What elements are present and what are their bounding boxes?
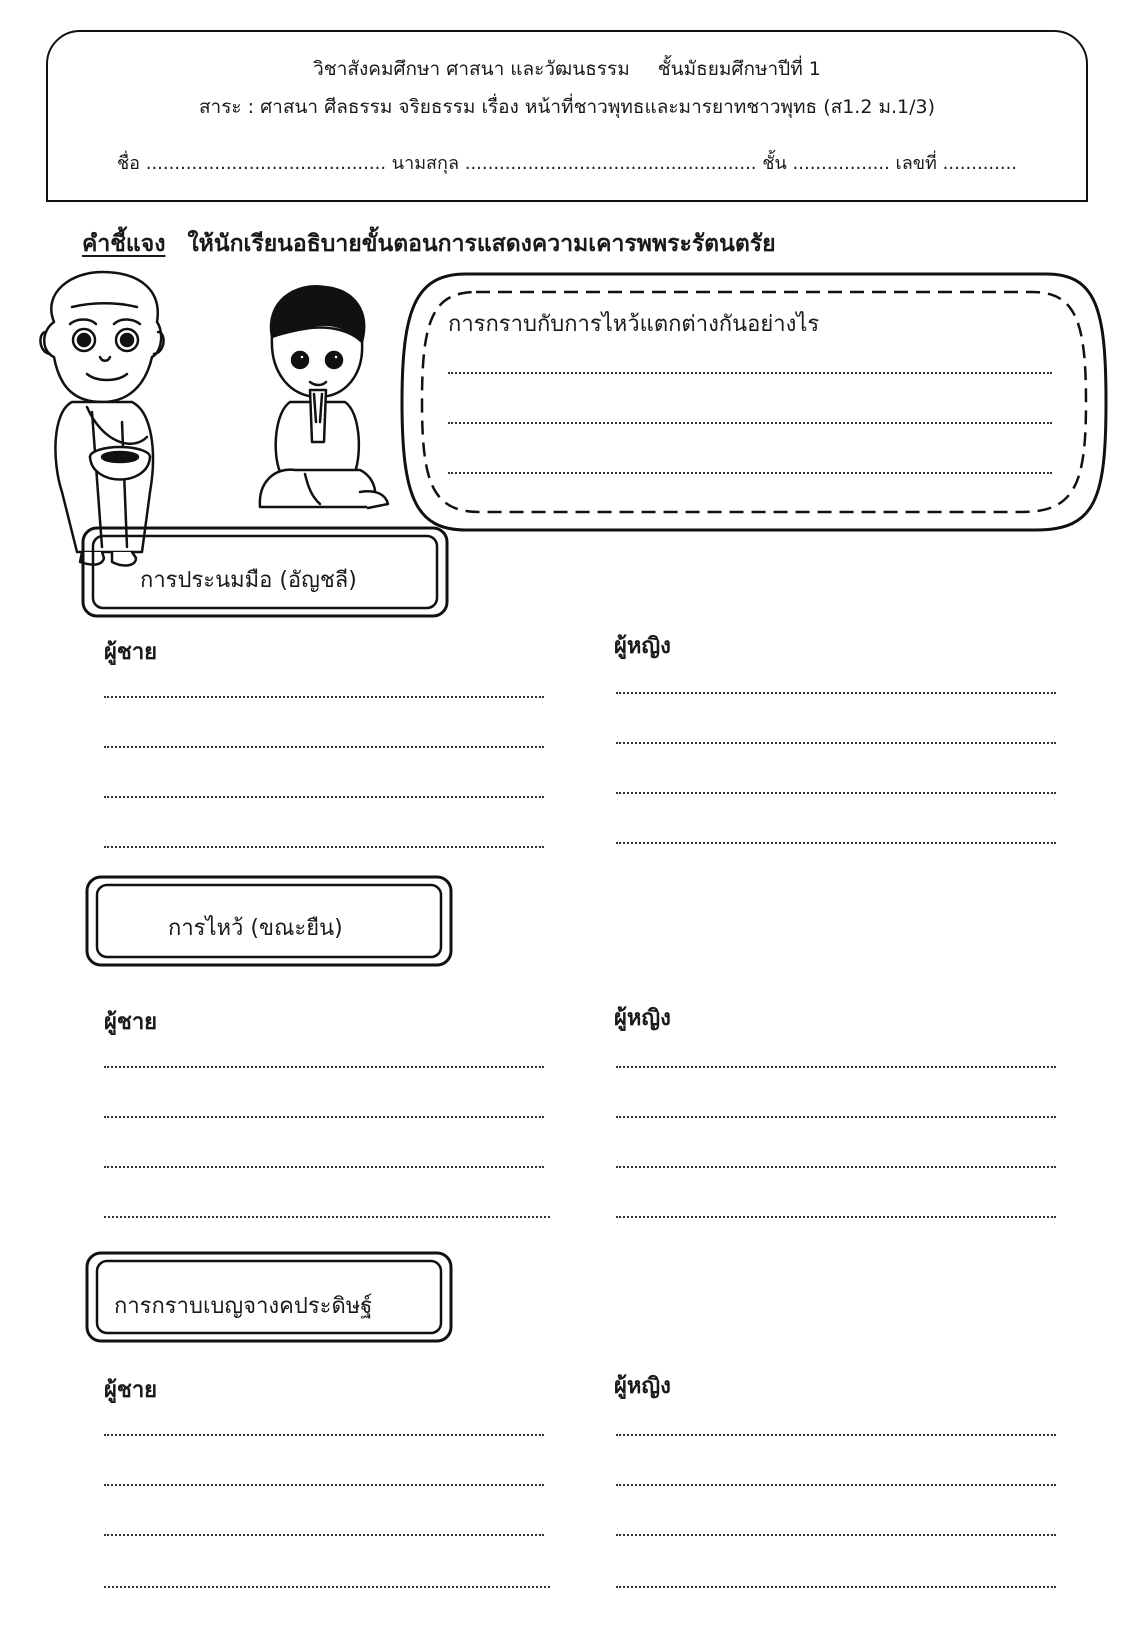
kneeling-boy-praying-icon xyxy=(250,282,390,532)
male-answer-line[interactable] xyxy=(104,1116,544,1118)
female-answer-line[interactable] xyxy=(616,1484,1056,1486)
surname-field[interactable]: ................................................... xyxy=(464,153,757,174)
male-answer-line[interactable] xyxy=(104,1586,550,1588)
name-label: ชื่อ xyxy=(116,153,140,174)
female-label: ผู้หญิง xyxy=(614,1006,671,1031)
female-answer-line[interactable] xyxy=(616,1586,1056,1588)
female-answer-line[interactable] xyxy=(616,1166,1056,1168)
female-answer-line[interactable] xyxy=(616,692,1056,694)
female-answer-line[interactable] xyxy=(616,1534,1056,1536)
male-answer-line[interactable] xyxy=(104,1166,544,1168)
surname-label: นามสกุล xyxy=(391,153,459,174)
student-info-line xyxy=(48,148,1086,177)
male-answer-line[interactable] xyxy=(104,1484,544,1486)
male-answer-line[interactable] xyxy=(104,1534,544,1536)
instructions xyxy=(82,226,776,262)
female-answer-line[interactable] xyxy=(616,742,1056,744)
answer-line[interactable] xyxy=(448,472,1052,474)
female-answer-line[interactable] xyxy=(616,1116,1056,1118)
male-answer-line[interactable] xyxy=(104,796,544,798)
answer-line[interactable] xyxy=(448,372,1052,374)
class-label: ชั้น xyxy=(762,153,787,174)
instructions-label: คำชี้แจง xyxy=(82,231,166,257)
subject-text: วิชาสังคมศึกษา ศาสนา และวัฒนธรรม xyxy=(313,58,630,80)
male-answer-line[interactable] xyxy=(104,1066,544,1068)
male-answer-line[interactable] xyxy=(104,1434,544,1436)
question-text: การกราบกับการไหว้แตกต่างกันอย่างไร xyxy=(448,312,820,337)
section-title-krab-benjang: การกราบเบญจางคประดิษฐ์ xyxy=(114,1294,373,1319)
section-title-wai-standing: การไหว้ (ขณะยืน) xyxy=(168,916,343,941)
number-field[interactable]: ............. xyxy=(942,153,1018,174)
male-answer-line[interactable] xyxy=(104,846,544,848)
female-label: ผู้หญิง xyxy=(614,634,671,659)
female-answer-line[interactable] xyxy=(616,792,1056,794)
male-answer-line[interactable] xyxy=(104,1216,550,1218)
male-label: ผู้ชาย xyxy=(104,1378,158,1403)
answer-line[interactable] xyxy=(448,422,1052,424)
female-answer-line[interactable] xyxy=(616,1066,1056,1068)
name-field[interactable]: .......................................... xyxy=(145,153,387,174)
female-answer-line[interactable] xyxy=(616,1434,1056,1436)
male-label: ผู้ชาย xyxy=(104,1010,158,1035)
class-field[interactable]: ................. xyxy=(792,153,890,174)
female-answer-line[interactable] xyxy=(616,842,1056,844)
male-answer-line[interactable] xyxy=(104,746,544,748)
subject-line xyxy=(48,54,1086,84)
female-answer-line[interactable] xyxy=(616,1216,1056,1218)
instructions-text: ให้นักเรียนอธิบายขั้นตอนการแสดงความเคารพพระรัตนตรัย xyxy=(187,231,776,257)
female-label: ผู้หญิง xyxy=(614,1374,671,1399)
male-label: ผู้ชาย xyxy=(104,640,158,665)
male-answer-line[interactable] xyxy=(104,696,544,698)
section-title-pranom-mue: การประนมมือ (อัญชลี) xyxy=(140,568,357,593)
header-box xyxy=(46,30,1088,202)
grade-text: ชั้นมัธยมศึกษาปีที่ 1 xyxy=(657,58,821,80)
strand-text: สาระ : ศาสนา ศีลธรรม จริยธรรม เรื่อง หน้าที่ชาวพุทธและมารยาทชาวพุทธ (ส1.2 ม.1/3) xyxy=(198,96,936,118)
number-label: เลขที่ xyxy=(895,153,937,174)
